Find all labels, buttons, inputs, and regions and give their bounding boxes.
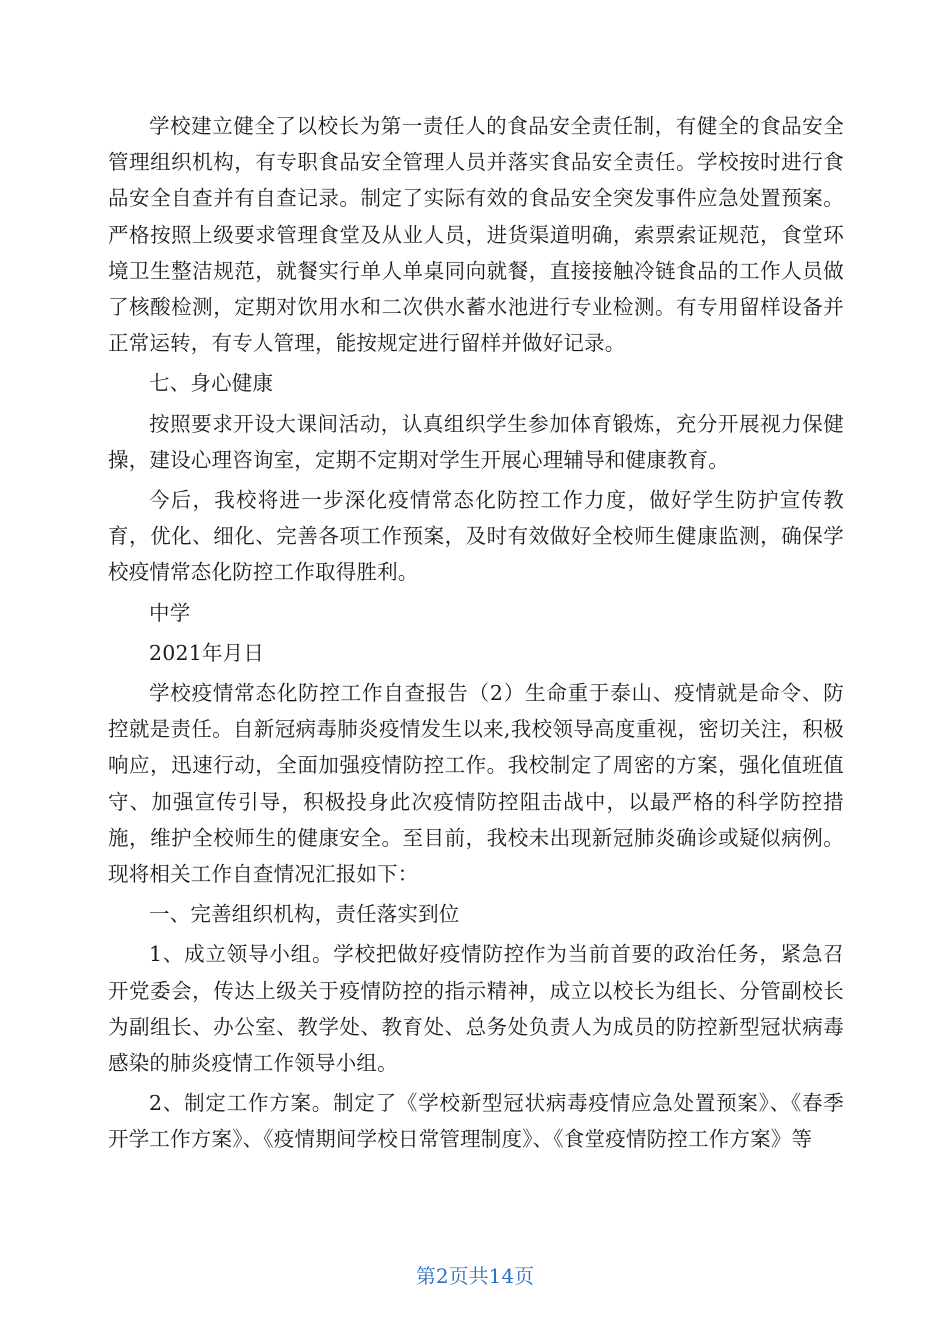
paragraph-work-plan: 2、制定工作方案。制定了《学校新型冠状病毒疫情应急处置预案》、《春季开学工作方案》、《疫情期间学校日常管理制度》、《食堂疫情防控工作方案》等 (108, 1091, 844, 1152)
page-number-footer: 第2页共14页 (415, 1264, 535, 1288)
signature-school: 中学 (149, 600, 191, 625)
document-body (108, 108, 844, 1158)
heading-physical-mental-health: 七、身心健康 (149, 371, 274, 396)
signature-date: 2021年月日 (149, 640, 265, 665)
heading-organization: 一、完善组织机构，责任落实到位 (149, 902, 460, 927)
paragraph-food-safety: 学校建立健全了以校长为第一责任人的食品安全责任制，有健全的食品安全管理组织机构，有专职食品安全管理人员并落实食品安全责任。学校按时进行食品安全自查并有自查记录。制定了实际有效的食品安全突发事件应急处置预案。严格按照上级要求管理食堂及从业人员，进货渠道明确，索票索证规范，食堂环境卫生整洁规范，就餐实行单人单桌同向就餐，直接接触冷链食品的工作人员做了核酸检测，定期对饮用水和二次供水蓄水池进行专业检测。有专用留样设备并正常运转，有专人管理，能按规定进行留样并做好记录。 (108, 114, 844, 356)
paragraph-health-activities: 按照要求开设大课间活动，认真组织学生参加体育锻炼，充分开展视力保健操，建设心理咨询室，定期不定期对学生开展心理辅导和健康教育。 (108, 411, 844, 472)
paragraph-leadership-group: 1、成立领导小组。学校把做好疫情防控作为当前首要的政治任务，紧急召开党委会，传达上级关于疫情防控的指示精神，成立以校长为组长、分管副校长为副组长、办公室、教学处、教育处、总务处负责人为成员的防控新型冠状病毒感染的肺炎疫情工作领导小组。 (108, 942, 844, 1076)
paragraph-future-plan: 今后，我校将进一步深化疫情常态化防控工作力度，做好学生防护宣传教育，优化、细化、完善各项工作预案，及时有效做好全校师生健康监测，确保学校疫情常态化防控工作取得胜利。 (108, 488, 844, 585)
paragraph-report-intro: 学校疫情常态化防控工作自查报告（2）生命重于泰山、疫情就是命令、防控就是责任。自新冠病毒肺炎疫情发生以来,我校领导高度重视，密切关注，积极响应，迅速行动，全面加强疫情防控工作。我校制定了周密的方案，强化值班值守、加强宣传引导，积极投身此次疫情防控阻击战中，以最严格的科学防控措施，维护全校师生的健康安全。至目前，我校未出现新冠肺炎确诊或疑似病例。现将相关工作自查情况汇报如下： (108, 681, 844, 887)
